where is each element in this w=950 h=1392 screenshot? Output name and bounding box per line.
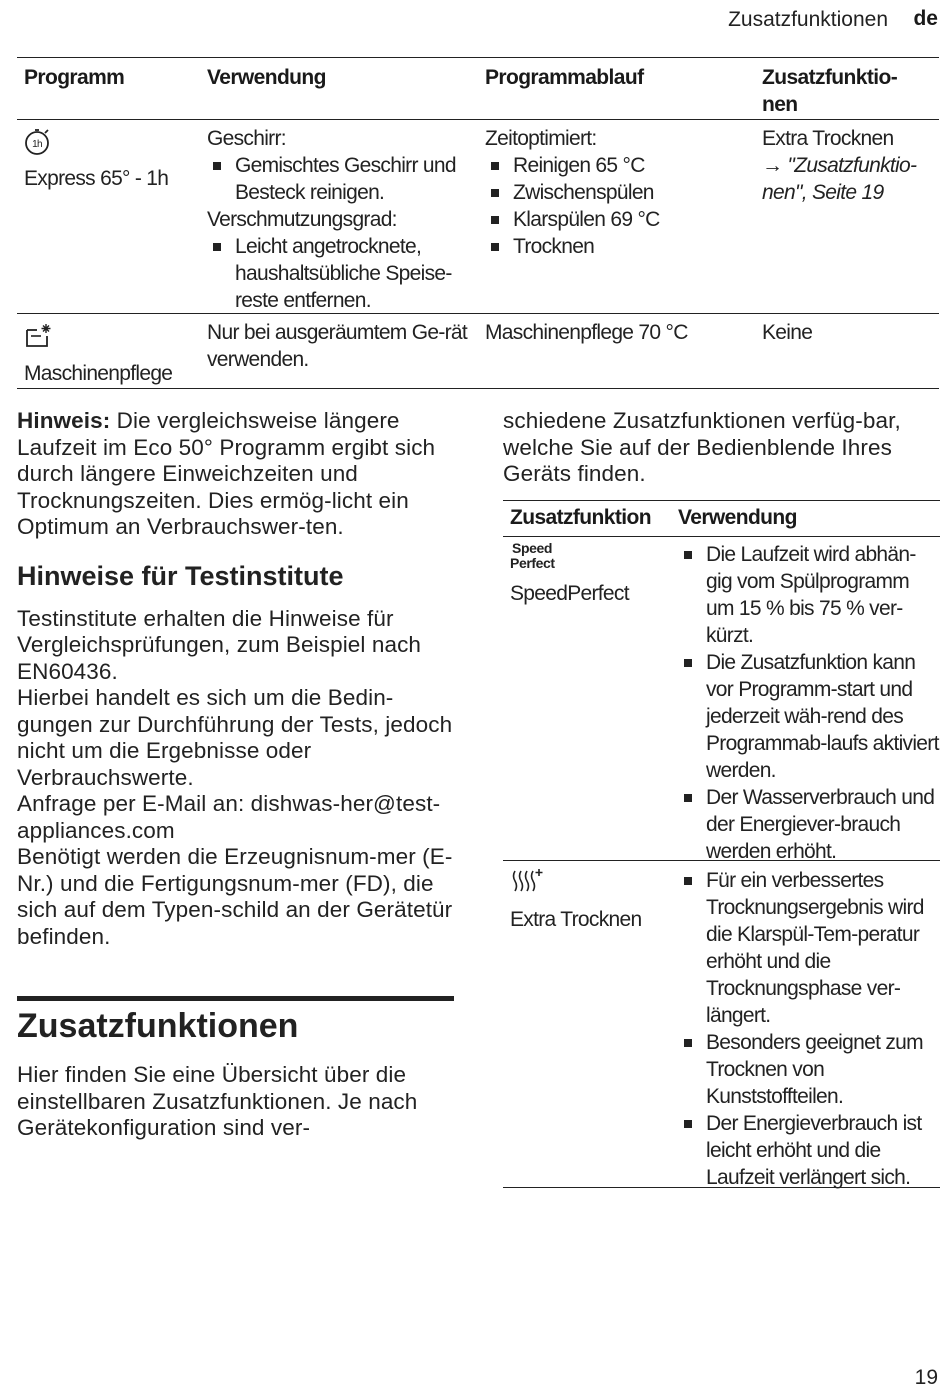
test-institutes-heading: Hinweise für Testinstitute (17, 560, 344, 591)
flow-title: Zeitoptimiert: (485, 127, 597, 150)
table-row (503, 861, 940, 1187)
table-row (17, 314, 939, 388)
col-header-verwendung: Verwendung (207, 66, 326, 89)
program-table (17, 57, 939, 389)
addon-table-header (503, 501, 940, 537)
table-row (503, 537, 940, 861)
speedperfect-icon (510, 541, 678, 571)
flow-item: Klarspülen 69 °C (485, 206, 762, 233)
language-code: de (913, 7, 938, 30)
usage-item: Gemischtes Geschirr und Besteck reinigen. (207, 152, 485, 206)
extra-function: Extra Trocknen (762, 127, 894, 150)
addon-function-table (503, 500, 940, 1188)
test-paragraph: Testinstitute erhalten die Hinweise für Vergleichsprüfungen, zum Beispiel nach EN60436. (17, 605, 422, 684)
left-column (17, 408, 457, 1142)
intro-continuation: schiedene Zusatzfunktionen verfüg-bar, welche Sie auf der Bedienblende Ihres Geräts finden. (503, 408, 901, 486)
addon-name: Extra Trocknen (510, 907, 642, 931)
machine-care-icon (24, 322, 54, 357)
stopwatch-1h-icon (24, 128, 52, 163)
test-email-paragraph: Anfrage per E-Mail an: dishwas-her@test-appliances.com (17, 791, 441, 843)
addon-usage-item: Besonders geeignet zum Trocknen von Kunststoffteilen. (678, 1029, 940, 1110)
speedperfect-icon-label: Perfect (510, 554, 555, 571)
page-number: 19 (914, 1366, 938, 1389)
col-header-programmablauf: Programmablauf (485, 66, 644, 89)
addon-usage-item: Die Laufzeit wird abhän-gig vom Spülprogramm um 15 % bis 75 % ver-kürzt. (678, 541, 940, 649)
col-header-zusatzfunktionen: Zusatzfunktio- nen (762, 66, 898, 116)
flow-item: Zwischenspülen (485, 179, 762, 206)
usage-title: Geschirr: (207, 127, 286, 150)
program-name: Express 65° - 1h (24, 167, 169, 190)
extra-function: Keine (762, 321, 813, 344)
svg-text:1h: 1h (32, 139, 42, 150)
addon-name: SpeedPerfect (510, 581, 629, 605)
zusatzfunktionen-intro: Hier finden Sie eine Übersicht über die einstellbaren Zusatzfunktionen. Je nach Gerätekonfiguration sind ver- (17, 1062, 418, 1140)
test-paragraph: Benötigt werden die Erzeugnisnum-mer (E-Nr.) und die Fertigungsnum-mer (FD), die sich auf dem Typen-schild an der Gerätetür befinden. (17, 844, 453, 949)
usage-title: Verschmutzungsgrad: (207, 208, 397, 231)
note-text: Die vergleichsweise längere Laufzeit im Eco 50° Programm ergibt sich durch längere Einweichzeiten und Trocknungszeiten. Dies ermög-licht ein Optimum an Verbrauchswer-ten. (17, 408, 436, 539)
note-label: Hinweis: (17, 408, 111, 433)
col-header-zusatzfunktion: Zusatzfunktion (510, 505, 651, 529)
addon-usage-item: Für ein verbessertes Trocknungsergebnis wird die Klarspül-Tem-peratur erhöht und die Trocknungsphase ver-längert. (678, 867, 940, 1029)
zusatzfunktionen-heading: Zusatzfunktionen (17, 1007, 299, 1045)
right-column (503, 408, 940, 1188)
program-name: Maschinenpflege (24, 362, 173, 385)
program-table-header (17, 58, 939, 120)
usage-item: Leicht angetrocknete, haushaltsübliche Speise-reste entfernen. (207, 233, 485, 314)
flow-item: Reinigen 65 °C (485, 152, 762, 179)
flow-text: Maschinenpflege 70 °C (485, 321, 688, 344)
addon-usage-item: Der Wasserverbrauch und der Energiever-brauch werden erhöht. (678, 784, 940, 865)
cross-reference-link[interactable]: → "Zusatzfunktio-nen", Seite 19 (762, 154, 917, 204)
test-paragraph: Hierbei handelt es sich um die Bedin-gungen zur Durchführung der Tests, jedoch nicht um die Ergebnisse oder Verbrauchswerte. (17, 685, 453, 790)
col-header-programm: Programm (24, 66, 125, 89)
speedperfect-icon-label: Speed (512, 539, 553, 556)
flow-item: Trocknen (485, 233, 762, 260)
section-rule (17, 996, 454, 1001)
usage-text: Nur bei ausgeräumtem Ge-rät verwenden. (207, 321, 468, 371)
extra-dry-icon (510, 867, 544, 904)
col-header-verwendung: Verwendung (678, 505, 797, 529)
table-row (17, 120, 939, 314)
note-paragraph (17, 408, 457, 541)
addon-usage-item: Der Energieverbrauch ist leicht erhöht und die Laufzeit verlängert sich. (678, 1110, 940, 1191)
addon-usage-item: Die Zusatzfunktion kann vor Programm-start und jederzeit wäh-rend des Programmab-laufs aktiviert werden. (678, 649, 940, 784)
running-header-section: Zusatzfunktionen (728, 8, 888, 31)
